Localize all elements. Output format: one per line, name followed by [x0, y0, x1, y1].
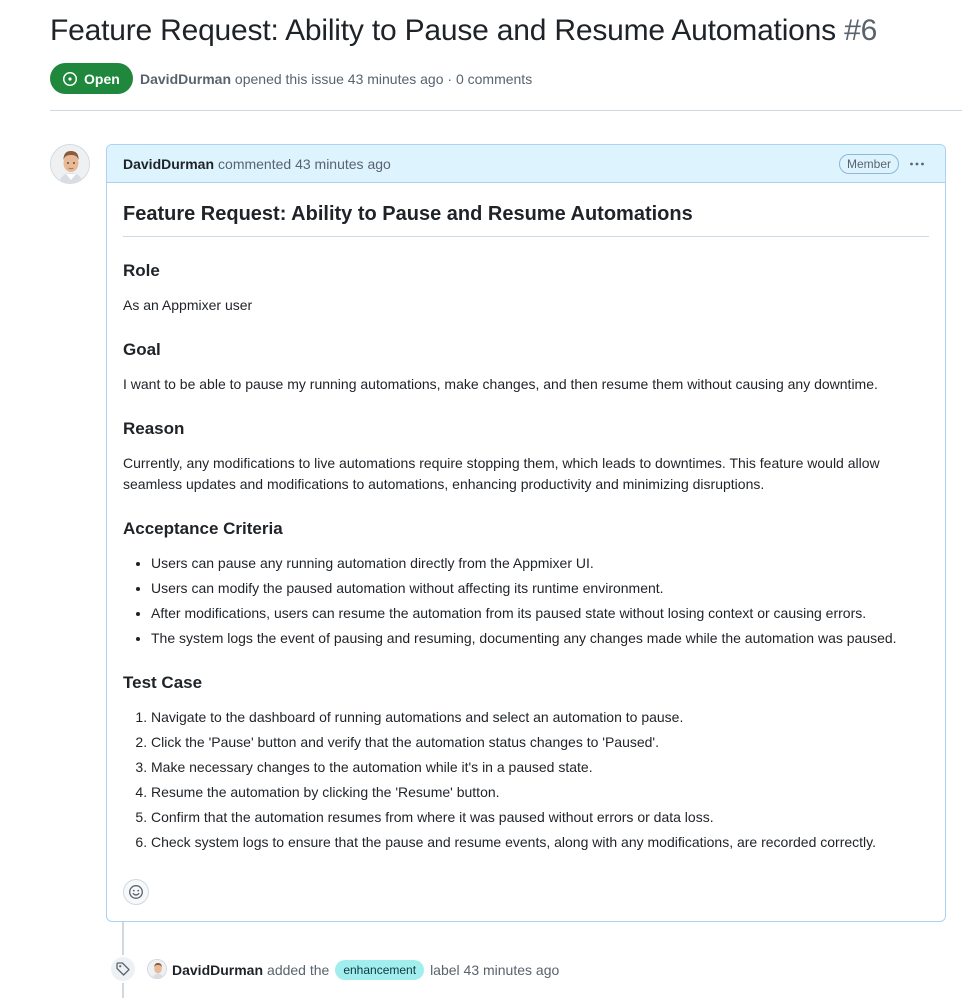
- issue-meta: [140, 71, 532, 87]
- reason-heading: Reason: [123, 419, 185, 438]
- label-enhancement[interactable]: enhancement: [335, 960, 424, 980]
- smiley-icon: [128, 884, 144, 900]
- list-item: 4. Resume the automation by clicking the 'Resume' button.: [151, 782, 929, 803]
- header-divider: [50, 110, 962, 111]
- label-event: [172, 960, 559, 980]
- acceptance-heading: Acceptance Criteria: [123, 519, 283, 538]
- event-action-text: added the: [267, 962, 330, 978]
- reason-text: Currently, any modifications to live automations require stopping them, which leads to downtimes. This feature would allow seamless updates and modifications to automations, enhancing productivity and minimizing disruptions.: [123, 455, 880, 492]
- list-item: 3. Make necessary changes to the automation while it's in a paused state.: [151, 757, 929, 778]
- issue-title: [50, 14, 877, 48]
- list-item: • The system logs the event of pausing and resuming, documenting any changes made while the automation was paused.: [151, 628, 929, 649]
- issue-title-text: Feature Request: Ability to Pause and Resume Automations: [50, 14, 836, 47]
- test-case-heading: Test Case: [123, 673, 203, 692]
- issue-author-link[interactable]: DavidDurman: [140, 71, 232, 87]
- acceptance-list: [123, 553, 929, 649]
- list-item: 6. Check system logs to ensure that the pause and resume events, along with any modifications, are recorded correctly.: [151, 832, 929, 853]
- kebab-horizontal-icon[interactable]: [907, 154, 927, 174]
- list-item: 5. Confirm that the automation resumes from where it was paused without errors or data loss.: [151, 807, 929, 828]
- event-suffix-text[interactable]: label 43 minutes ago: [430, 962, 560, 978]
- comment-body: [107, 183, 945, 853]
- user-portrait-icon: [51, 145, 90, 184]
- role-text: As an Appmixer user: [123, 297, 253, 313]
- tag-icon: [109, 955, 137, 983]
- issue-number: #6: [844, 14, 878, 47]
- event-avatar[interactable]: [147, 959, 167, 979]
- list-item: 1. Navigate to the dashboard of running automations and select an automation to pause.: [151, 707, 929, 728]
- member-badge: Member: [839, 154, 899, 174]
- user-portrait-icon: [148, 960, 167, 979]
- issue-state-label: Open: [84, 70, 120, 87]
- comment-options-icon: [909, 156, 925, 172]
- avatar[interactable]: [50, 144, 90, 184]
- list-item: • Users can pause any running automation directly from the Appmixer UI.: [151, 553, 929, 574]
- goal-heading: Goal: [123, 340, 161, 359]
- body-title: Feature Request: Ability to Pause and Resume Automations: [123, 201, 929, 237]
- goal-text: I want to be able to pause my running automations, make changes, and then resume them without causing any downtime.: [123, 376, 878, 392]
- comment-header: [107, 145, 945, 183]
- add-reaction-button[interactable]: [123, 879, 149, 905]
- test-case-list: [123, 707, 929, 853]
- comment-author-link[interactable]: DavidDurman: [123, 155, 215, 172]
- issue-state-badge: [50, 63, 133, 94]
- list-item: 2. Click the 'Pause' button and verify that the automation status changes to 'Paused'.: [151, 732, 929, 753]
- list-item: • After modifications, users can resume the automation from its paused state without losing context or causing errors.: [151, 603, 929, 624]
- issue-opened-icon: [62, 71, 78, 87]
- issue-meta-text: opened this issue 43 minutes ago · 0 comments: [234, 71, 533, 87]
- issue-comment: [106, 144, 946, 922]
- label-event-icon: [115, 961, 131, 977]
- list-item: • Users can modify the paused automation without affecting its runtime environment.: [151, 578, 929, 599]
- comment-timestamp[interactable]: commented 43 minutes ago: [218, 155, 391, 172]
- role-heading: Role: [123, 261, 160, 280]
- event-author-link[interactable]: DavidDurman: [172, 962, 264, 978]
